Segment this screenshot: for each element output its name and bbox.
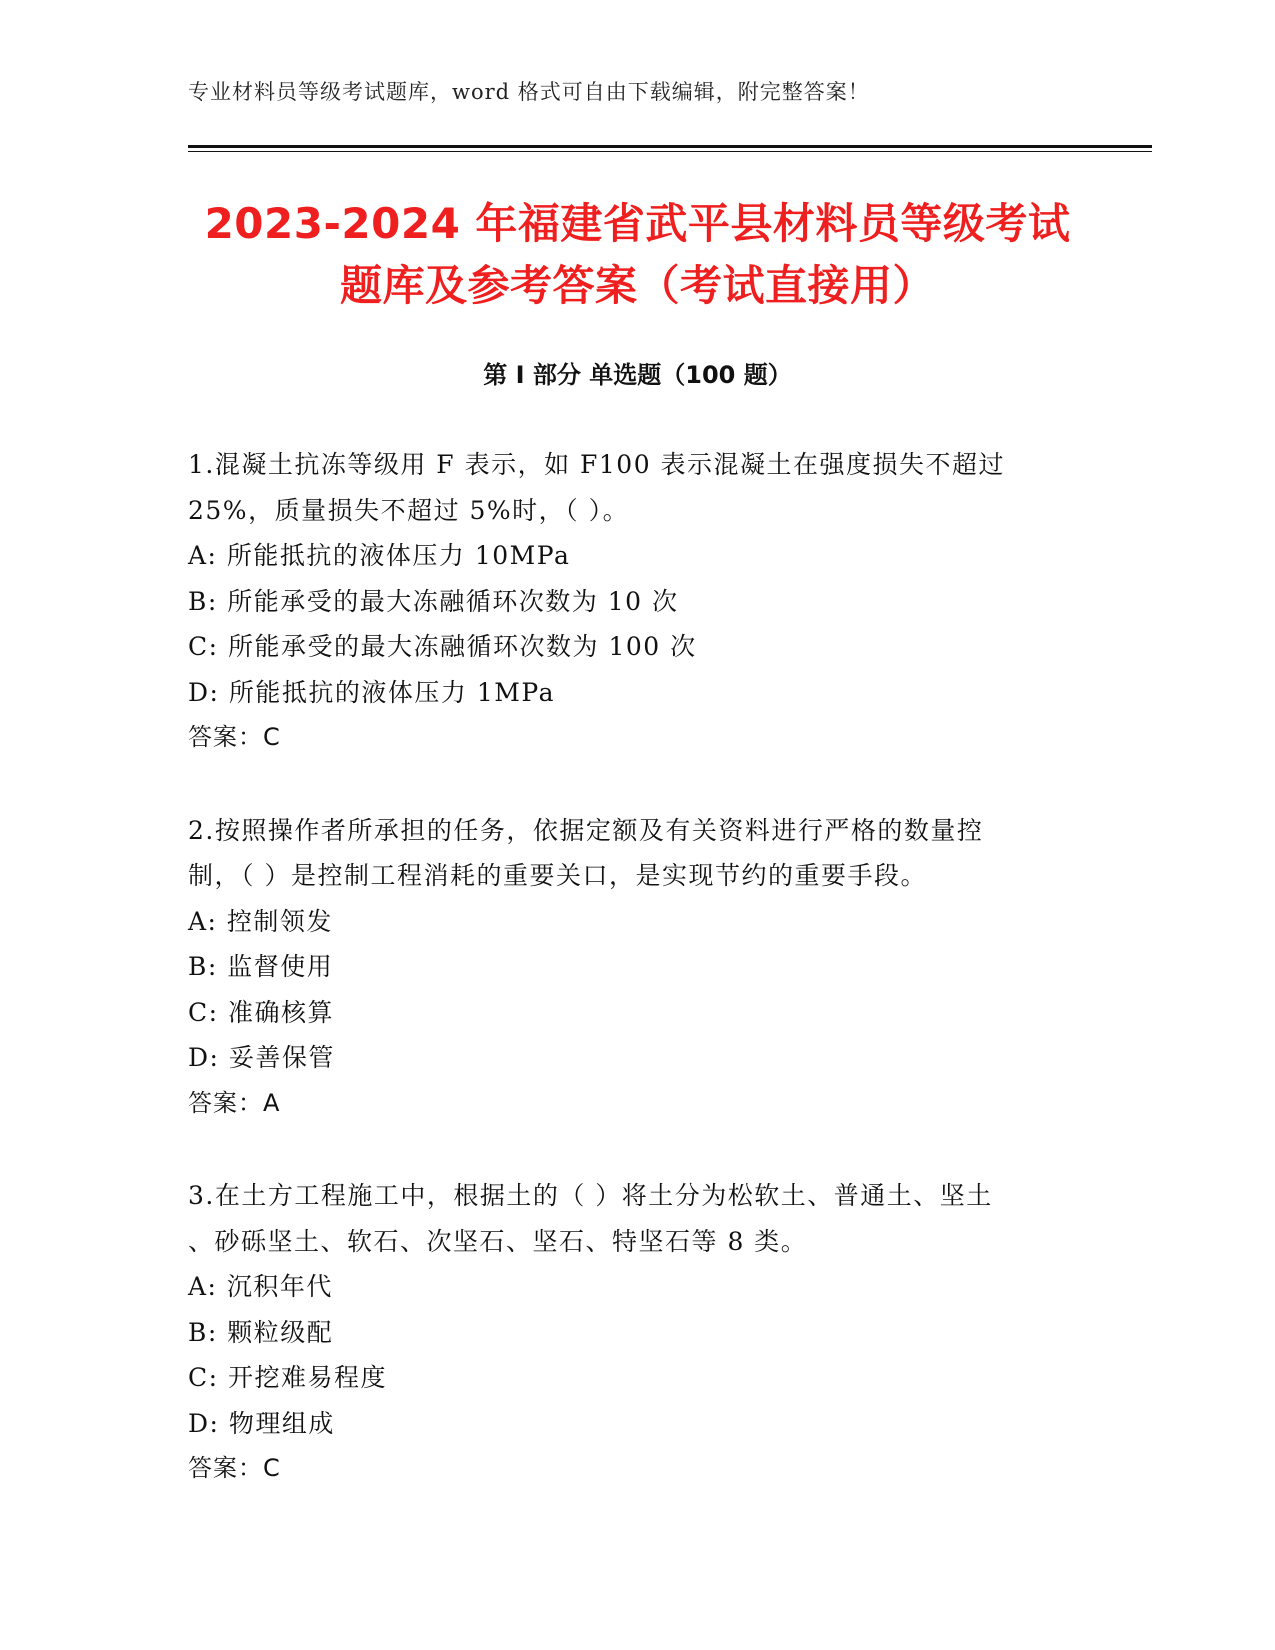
answer-line: 答案：C: [188, 1454, 281, 1482]
option-d: D: 所能抵抗的液体压力 1MPa: [188, 677, 555, 707]
option-d: D: 妥善保管: [188, 1043, 335, 1072]
question-stem-line: 25%，质量损失不超过 5%时，（ ）。: [188, 495, 630, 525]
option-a: A: 沉积年代: [188, 1272, 333, 1301]
option-a: A: 控制领发: [188, 906, 333, 936]
option-a: A: 所能抵抗的液体压力 10MPa: [188, 541, 571, 570]
question-stem-line: 2.按照操作者所承担的任务，依据定额及有关资料进行严格的数量控: [188, 815, 984, 845]
option-c: C: 开挖难易程度: [188, 1363, 387, 1392]
question-stem-line: 制，（ ）是控制工程消耗的重要关口，是实现节约的重要手段。: [188, 861, 927, 890]
option-b: B: 所能承受的最大冻融循环次数为 10 次: [188, 586, 679, 616]
answer-line: 答案：A: [188, 1088, 281, 1117]
question-stem-line: 1.混凝土抗冻等级用 F 表示，如 F100 表示混凝土在强度损失不超过: [188, 450, 1006, 479]
question-list: [188, 442, 1088, 1539]
document-title-line-2: 题库及参考答案（考试直接用）: [339, 261, 935, 310]
option-c: C: 所能承受的最大冻融循环次数为 100 次: [188, 632, 697, 661]
option-d: D: 物理组成: [188, 1408, 335, 1438]
answer-line: 答案：C: [188, 723, 281, 751]
question-stem-line: 3.在土方工程施工中，根据土的（ ）将土分为松软土、普通土、坚土: [188, 1181, 993, 1210]
document-title: [150, 193, 1125, 317]
question-1: [188, 442, 1088, 761]
question-3: [188, 1173, 1088, 1492]
question-2: [188, 808, 1088, 1127]
document-title-line-1: 2023-2024 年福建省武平县材料员等级考试: [204, 199, 1071, 248]
section-title: 第 I 部分 单选题（100 题）: [483, 361, 792, 389]
option-b: B: 颗粒级配: [188, 1317, 334, 1347]
option-c: C: 准确核算: [188, 997, 334, 1027]
header-rule-thin: [188, 151, 1152, 152]
question-stem-line: 、砂砾坚土、软石、次坚石、坚石、特坚石等 8 类。: [188, 1226, 808, 1256]
header-note: 专业材料员等级考试题库，word 格式可自由下载编辑，附完整答案！: [188, 80, 870, 104]
header-rule-thick: [188, 145, 1152, 148]
option-b: B: 监督使用: [188, 952, 334, 981]
